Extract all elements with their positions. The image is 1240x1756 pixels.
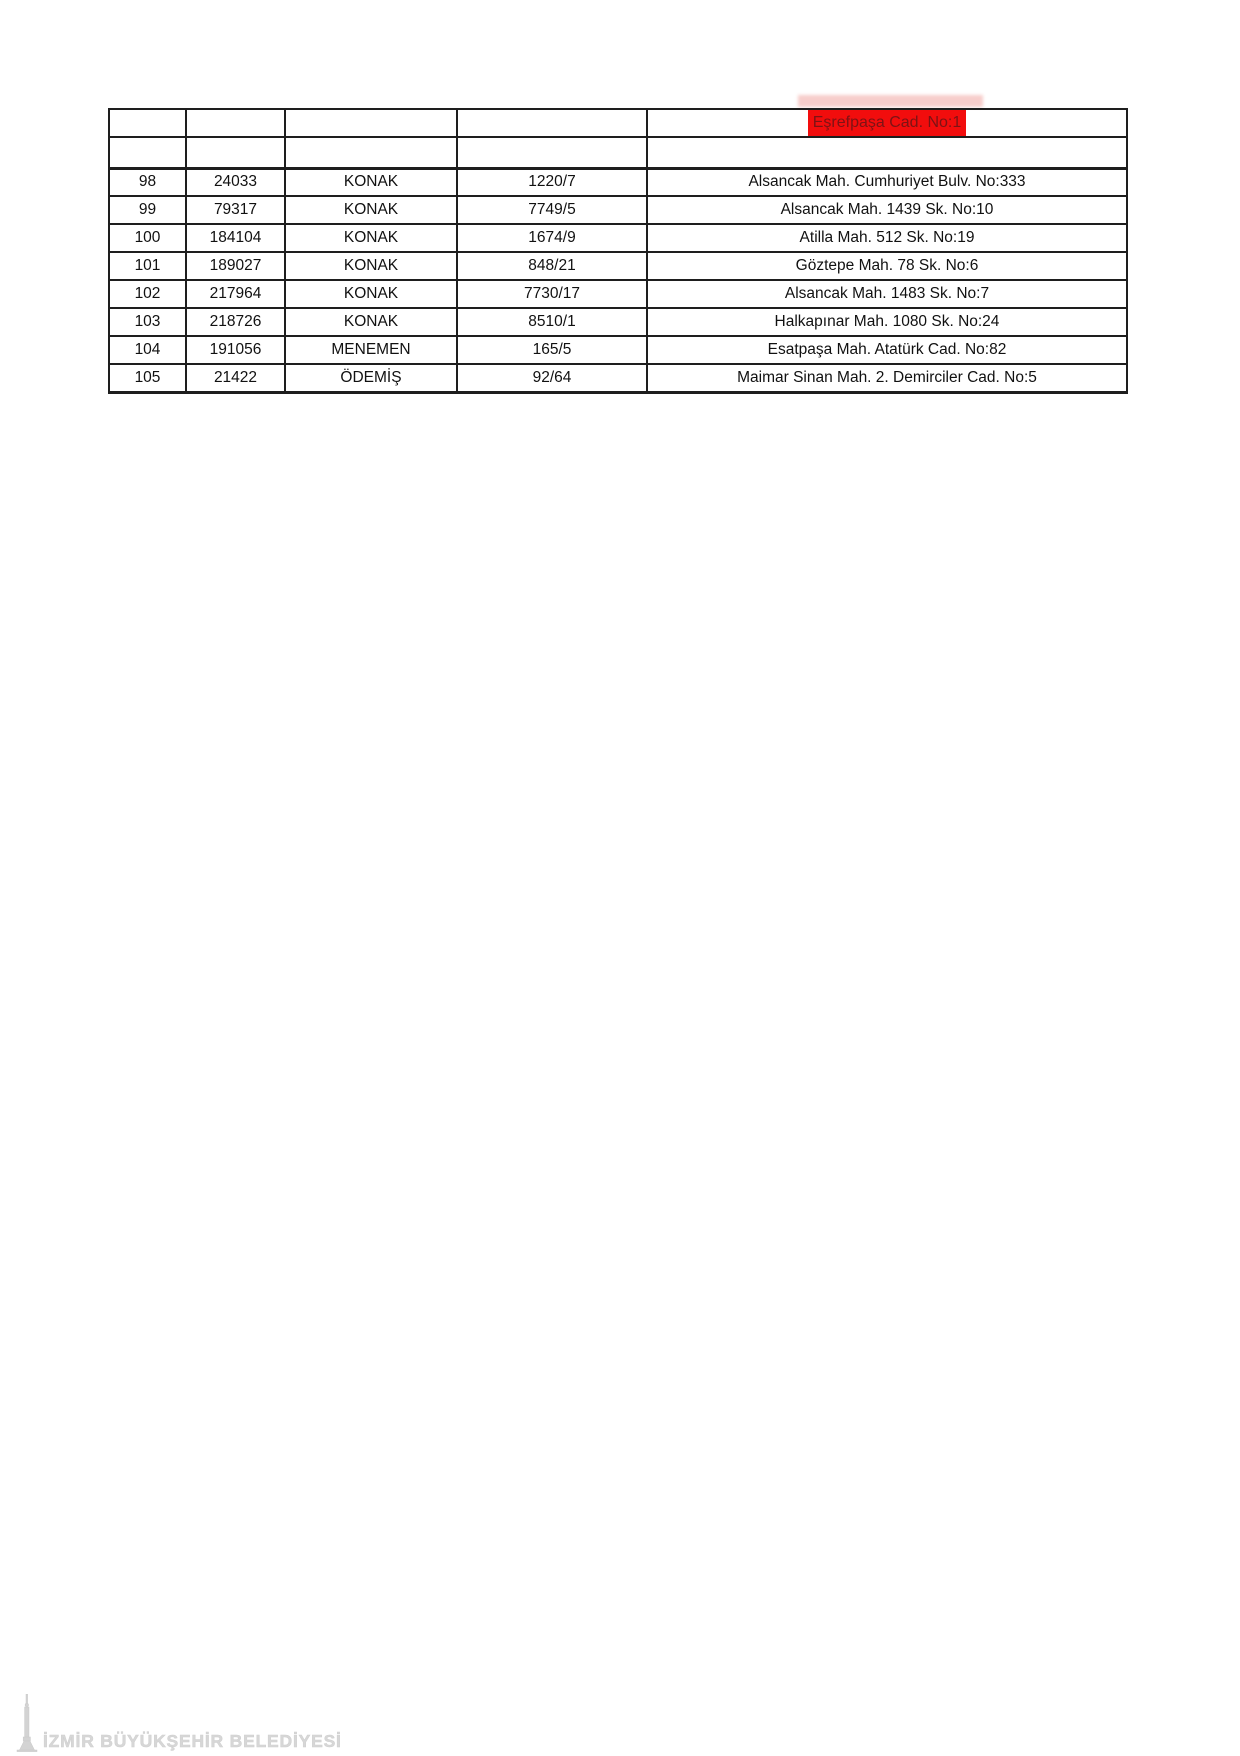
cell-code: 165/5 xyxy=(457,336,647,364)
cell-no: 100 xyxy=(109,224,186,252)
cell-id: 191056 xyxy=(186,336,285,364)
cell-district: KONAK xyxy=(285,252,457,280)
table-row-empty xyxy=(109,137,1127,168)
cell-district: KONAK xyxy=(285,168,457,196)
cell-address: Halkapınar Mah. 1080 Sk. No:24 xyxy=(647,308,1127,336)
cell-empty xyxy=(457,109,647,137)
cell-id: 24033 xyxy=(186,168,285,196)
cell-district: ÖDEMİŞ xyxy=(285,364,457,392)
cell-district: KONAK xyxy=(285,196,457,224)
table-row xyxy=(109,252,1127,280)
address-table xyxy=(108,108,1128,394)
table-row xyxy=(109,336,1127,364)
cell-code: 7749/5 xyxy=(457,196,647,224)
cell-id: 21422 xyxy=(186,364,285,392)
cell-code: 1674/9 xyxy=(457,224,647,252)
table-row xyxy=(109,364,1127,392)
cell-no: 105 xyxy=(109,364,186,392)
table-row-note xyxy=(109,109,1127,137)
table-row xyxy=(109,168,1127,196)
cell-empty xyxy=(457,137,647,168)
cell-code: 848/21 xyxy=(457,252,647,280)
cell-empty xyxy=(285,109,457,137)
cell-district: KONAK xyxy=(285,308,457,336)
cell-id: 218726 xyxy=(186,308,285,336)
cell-id: 184104 xyxy=(186,224,285,252)
cell-id: 217964 xyxy=(186,280,285,308)
cell-code: 92/64 xyxy=(457,364,647,392)
cell-address: Alsancak Mah. Cumhuriyet Bulv. No:333 xyxy=(647,168,1127,196)
table-row xyxy=(109,280,1127,308)
cell-no: 99 xyxy=(109,196,186,224)
cell-no: 98 xyxy=(109,168,186,196)
cell-no: 101 xyxy=(109,252,186,280)
cell-address: Alsancak Mah. 1439 Sk. No:10 xyxy=(647,196,1127,224)
highlighted-address-note: Eşrefpaşa Cad. No:1 xyxy=(808,110,967,136)
cell-highlighted-note xyxy=(647,109,1127,137)
cell-address: Atilla Mah. 512 Sk. No:19 xyxy=(647,224,1127,252)
cell-empty xyxy=(186,137,285,168)
cell-address: Alsancak Mah. 1483 Sk. No:7 xyxy=(647,280,1127,308)
faded-highlight-remnant xyxy=(798,95,983,107)
municipality-watermark xyxy=(16,1694,342,1752)
cell-district: MENEMEN xyxy=(285,336,457,364)
cell-empty xyxy=(647,137,1127,168)
cell-district: KONAK xyxy=(285,224,457,252)
cell-district: KONAK xyxy=(285,280,457,308)
watermark-text: İZMİR BÜYÜKŞEHİR BELEDİYESİ xyxy=(43,1730,342,1751)
cell-code: 1220/7 xyxy=(457,168,647,196)
cell-address: Göztepe Mah. 78 Sk. No:6 xyxy=(647,252,1127,280)
cell-id: 189027 xyxy=(186,252,285,280)
cell-no: 102 xyxy=(109,280,186,308)
cell-id: 79317 xyxy=(186,196,285,224)
table-row xyxy=(109,224,1127,252)
cell-no: 104 xyxy=(109,336,186,364)
cell-code: 8510/1 xyxy=(457,308,647,336)
cell-empty xyxy=(109,109,186,137)
cell-empty xyxy=(109,137,186,168)
cell-empty xyxy=(186,109,285,137)
clock-tower-icon xyxy=(16,1694,38,1752)
table-row xyxy=(109,196,1127,224)
cell-address: Maimar Sinan Mah. 2. Demirciler Cad. No:5 xyxy=(647,364,1127,392)
cell-address: Esatpaşa Mah. Atatürk Cad. No:82 xyxy=(647,336,1127,364)
cell-code: 7730/17 xyxy=(457,280,647,308)
table-row xyxy=(109,308,1127,336)
cell-no: 103 xyxy=(109,308,186,336)
cell-empty xyxy=(285,137,457,168)
